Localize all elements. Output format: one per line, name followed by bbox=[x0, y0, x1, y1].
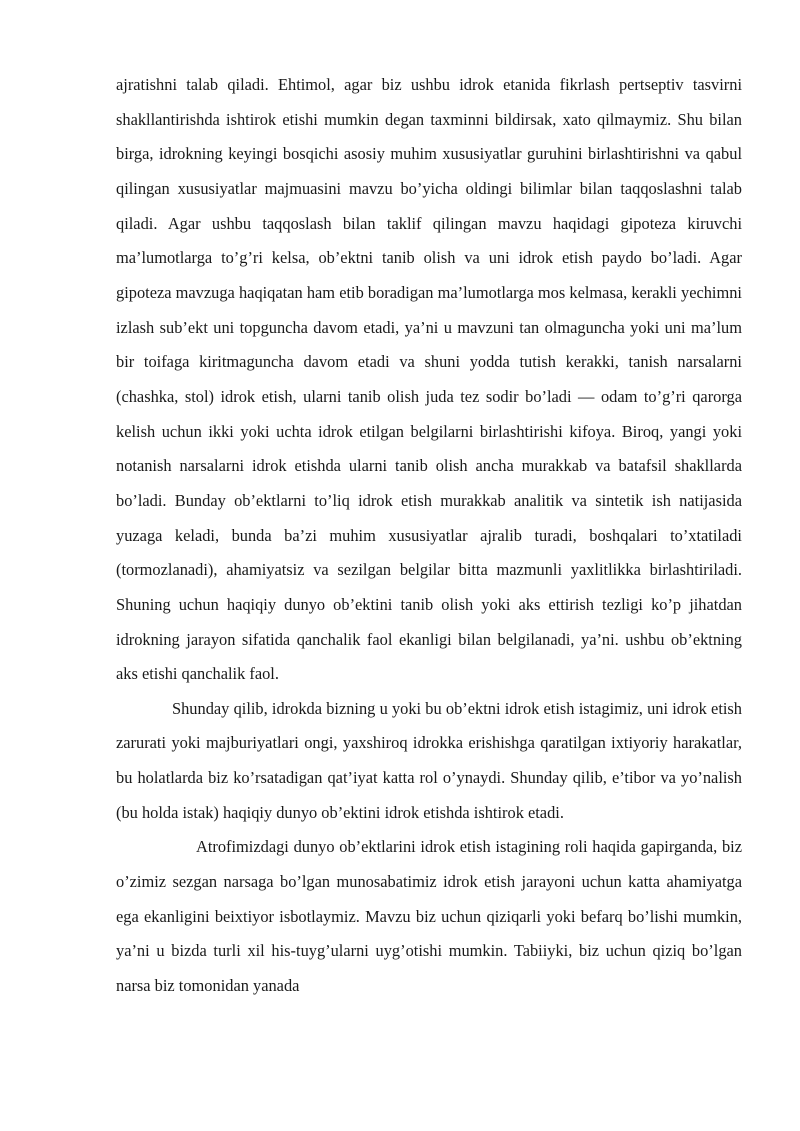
paragraph: ajratishni talab qiladi. Ehtimol, agar biz ushbu idrok etanida fikrlash pertseptiv tasvirni shakllantirishda ishtirok etishi mumkin degan taxminni bildirsak, xato qilmaymiz. Shu bilan birga, idrokning keyingi bosqichi asosiy muhim xususiyatlar guruhini birlashtirishni va qabul qilingan xususiyatlar majmuasini mavzu bo’yicha oldingi bilimlar bilan taqqoslashni talab qiladi. Agar ushbu taqqoslash bilan taklif qilingan mavzu haqidagi gipoteza kiruvchi ma’lumotlarga to’g’ri kelsa, ob’ektni tanib olish va uni idrok etish paydo bo’ladi. Agar gipoteza mavzuga haqiqatan ham etib boradigan ma’lumotlarga mos kelmasa, kerakli yechimni izlash sub’ekt uni topguncha davom etadi, ya’ni u mavzuni tan olmaguncha yoki uni ma’lum bir toifaga kiritmaguncha davom etadi va shuni yodda tutish kerakki, tanish narsalarni (chashka, stol) idrok etish, ularni tanib olish juda tez sodir bo’ladi — odam to’g’ri qarorga kelish uchun ikki yoki uchta idrok etilgan belgilarni birlashtirishi kifoya. Biroq, yangi yoki notanish narsalarni idrok etishda ularni tanib olish ancha murakkab va batafsil shakllarda bo’ladi. Bunday ob’ektlarni to’liq idrok etish murakkab analitik va sintetik ish natijasida yuzaga keladi, bunda ba’zi muhim xususiyatlar ajralib turadi, boshqalari to’xtatiladi (tormozlanadi), ahamiyatsiz va sezilgan belgilar bitta mazmunli yaxlitlikka birlashtiriladi. Shuning uchun haqiqiy dunyo ob’ektini tanib olish yoki aks ettirish tezligi ko’p jihatdan idrokning jarayon sifatida qanchalik faol ekanligi bilan belgilanadi, ya’ni. ushbu ob’ektning aks etishi qanchalik faol. bbox=[116, 75, 742, 684]
paragraph: Atrofimizdagi dunyo ob’ektlarini idrok etish istagining roli haqida gapirganda, biz o’zimiz sezgan narsaga bo’lgan munosabatimiz idrok etish jarayoni uchun katta ahamiyatga ega ekanligini beixtiyor isbotlaymiz. Mavzu biz uchun qiziqarli yoki befarq bo’lishi mumkin, ya’ni u bizda turli xil his-tuyg’ularni uyg’otishi mumkin. Tabiiyki, biz uchun qiziq bo’lgan narsa biz tomonidan yanada bbox=[116, 837, 742, 996]
paragraph: Shunday qilib, idrokda bizning u yoki bu ob’ektni idrok etish istagimiz, uni idrok etish zarurati yoki majburiyatlari ongi, yaxshiroq idrokka erishishga qaratilgan ixtiyoriy harakatlar, bu holatlarda biz ko’rsatadigan qat’iyat katta rol o’ynaydi. Shunday qilib, e’tibor va yo’nalish (bu holda istak) haqiqiy dunyo ob’ektini idrok etishda ishtirok etadi. bbox=[116, 698, 742, 822]
document-body bbox=[116, 68, 742, 1004]
